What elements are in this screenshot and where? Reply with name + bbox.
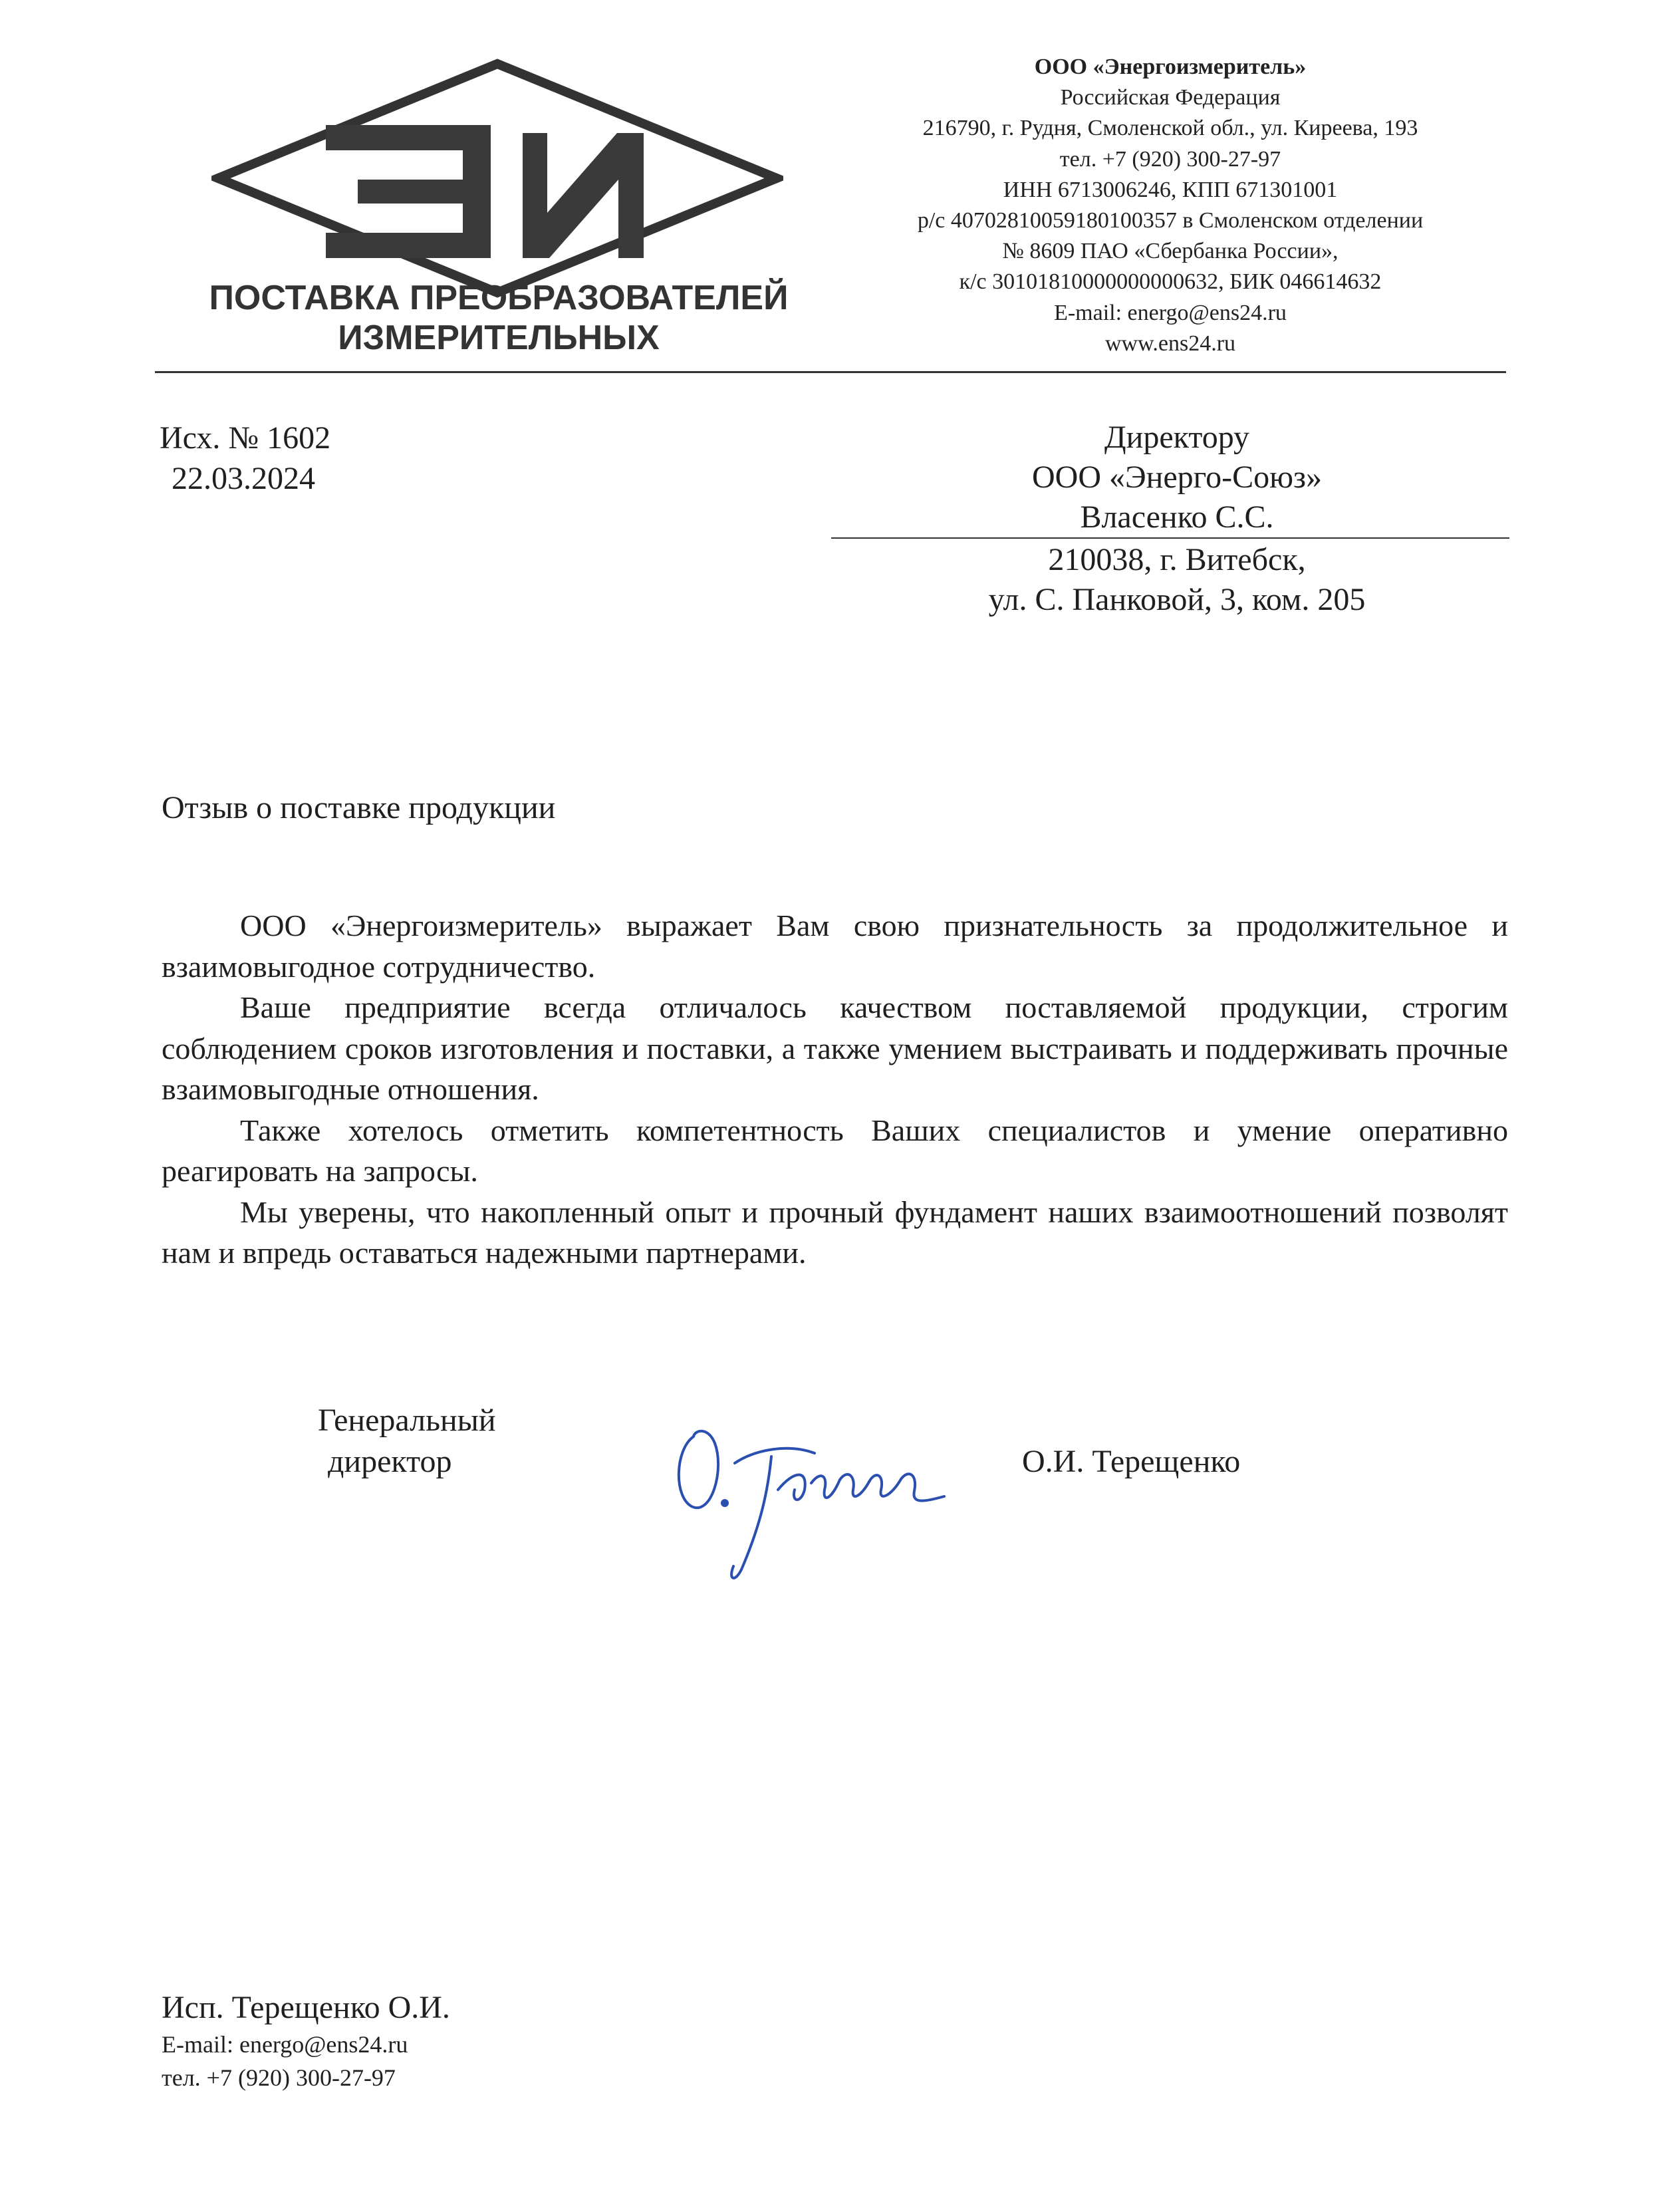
company-name: ООО «Энергоизмеритель» [1034,55,1307,79]
executor-phone: тел. +7 (920) 300-27-97 [162,2064,396,2091]
recipient-organization: ООО «Энерго-Союз» [1032,460,1322,495]
company-website: www.ens24.ru [1104,331,1236,356]
signatory-position-line2: директор [328,1444,452,1479]
company-account-line2: № 8609 ПАО «Сбербанка России», [1002,239,1339,264]
company-address: 216790, г. Рудня, Смоленской обл., ул. Киреева, 193 [922,116,1418,141]
body-paragraph: Мы уверены, что накопленный опыт и прочный фундамент наших взаимоотношений позволят нам и впредь оставаться надежными партнерами. [162,1194,1508,1270]
company-logo [211,59,783,298]
company-email: E-mail: energo@ens24.ru [1054,300,1287,325]
recipient-address-line1: 210038, г. Витебск, [1048,542,1306,577]
recipient-address-line2: ул. С. Панковой, 3, ком. 205 [988,582,1366,617]
outgoing-date: 22.03.2024 [172,461,315,496]
recipient-position: Директору [1104,420,1250,455]
company-details [818,52,1523,359]
executor-block [162,1988,760,2094]
company-inn: ИНН 6713006246, КПП 671301001 [1003,177,1338,202]
handwritten-signature [662,1397,961,1596]
logo-caption-line1: ПОСТАВКА ПРЕОБРАЗОВАТЕЛЕЙ [209,279,789,317]
executor-email: E-mail: energo@ens24.ru [162,2031,408,2058]
body-paragraph: Ваше предприятие всегда отличалось качеством поставляемой продукции, строгим соблюдением сроков изготовления и поставки, а также умением выстраивать и поддерживать прочные взаимовыгодные отношения. [162,990,1508,1106]
header-divider [155,371,1506,373]
company-corr-account: к/с 30101810000000000632, БИК 046614632 [959,269,1382,295]
outgoing-number: Исх. № 1602 [160,420,331,456]
letter-subject: Отзыв о поставке продукции [162,790,556,825]
signatory-name: О.И. Терещенко [1022,1444,1241,1479]
recipient-divider [831,537,1509,539]
body-paragraph: Также хотелось отметить компетентность Ваших специалистов и умение оперативно реагировать на запросы. [162,1113,1508,1188]
executor-name: Исп. Терещенко О.И. [162,1990,450,2025]
company-phone: тел. +7 (920) 300-27-97 [1059,146,1281,172]
logo-caption-line2: ИЗМЕРИТЕЛЬНЫХ [338,319,660,357]
company-country: Российская Федерация [1060,85,1281,110]
recipient-block [831,418,1523,620]
body-paragraph: ООО «Энергоизмеритель» выражает Вам свою признательность за продолжительное и взаимовыгодное сотрудничество. [162,908,1508,984]
letter-body [162,905,1508,1274]
recipient-person: Власенко С.С. [1080,499,1274,535]
signatory-position-line1: Генеральный [318,1403,496,1438]
company-account-line1: р/с 40702810059180100357 в Смоленском отделении [917,208,1424,233]
